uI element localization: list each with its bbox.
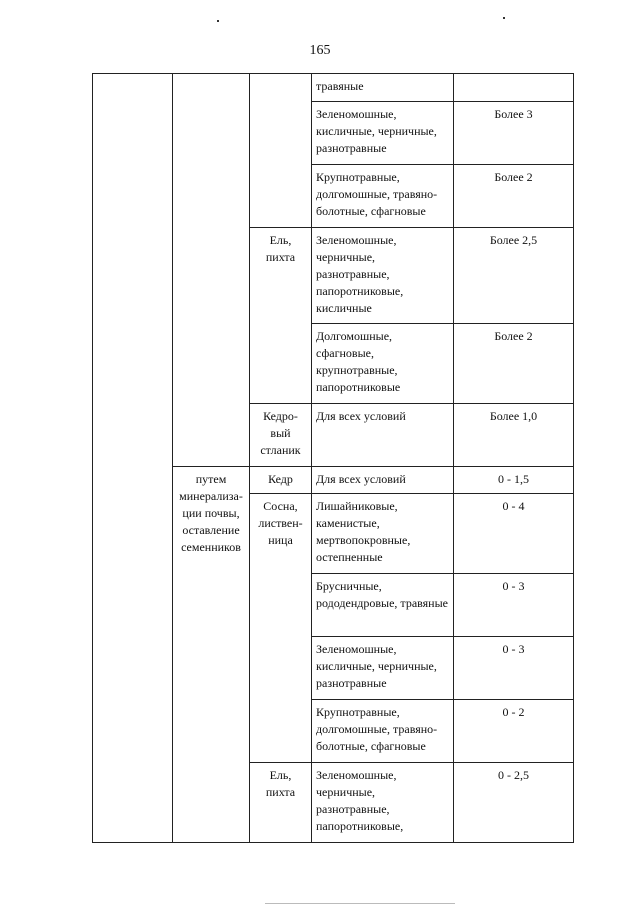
- regeneration-table: [92, 73, 574, 843]
- species-cell: Кедро-вый стланик: [250, 404, 312, 467]
- column-1-cell: [93, 74, 173, 843]
- value-cell: 0 - 1,5: [454, 467, 574, 494]
- value-cell: 0 - 3: [454, 574, 574, 637]
- value-cell: 0 - 2: [454, 700, 574, 763]
- value-cell: 0 - 3: [454, 637, 574, 700]
- value-cell: Более 2: [454, 165, 574, 228]
- species-cell: Сосна, листвен-ница: [250, 494, 312, 763]
- table-row: [93, 74, 574, 102]
- value-cell: Более 2: [454, 324, 574, 404]
- value-cell: [454, 74, 574, 102]
- condition-cell: Для всех условий: [312, 467, 454, 494]
- species-cell: Ель, пихта: [250, 228, 312, 404]
- condition-cell: Крупнотравные, долгомошные, травяно-болотные, сфагновые: [312, 700, 454, 763]
- condition-cell: Зеленомошные, черничные, разнотравные, папоротниковые,: [312, 763, 454, 843]
- species-cell-empty: [250, 74, 312, 228]
- condition-cell: Зеленомошные, кисличные, черничные, разнотравные: [312, 102, 454, 165]
- scan-mark-left: [217, 20, 219, 22]
- condition-cell: Лишайниковые, каменистые, мертвопокровные, остепненные: [312, 494, 454, 574]
- scan-artifact: [265, 903, 455, 904]
- condition-cell: Крупнотравные, долгомошные, травяно-болотные, сфагновые: [312, 165, 454, 228]
- condition-cell: Зеленомошные, черничные, разнотравные, папоротниковые, кисличные: [312, 228, 454, 324]
- condition-cell: травяные: [312, 74, 454, 102]
- species-cell: Кедр: [250, 467, 312, 494]
- condition-cell: Брусничные, рододендровые, травяные: [312, 574, 454, 637]
- condition-cell: Зеленомошные, кисличные, черничные, разнотравные: [312, 637, 454, 700]
- page-number: 165: [309, 43, 331, 58]
- condition-cell: Долгомошные, сфагновые, крупнотравные, папоротниковые: [312, 324, 454, 404]
- method-cell-empty: [173, 74, 250, 467]
- scan-mark-right: [503, 17, 505, 19]
- value-cell: Более 2,5: [454, 228, 574, 324]
- method-cell: путем минерализа-ции почвы, оставление семенников: [173, 467, 250, 843]
- value-cell: Более 1,0: [454, 404, 574, 467]
- condition-cell: Для всех условий: [312, 404, 454, 467]
- species-cell: Ель, пихта: [250, 763, 312, 843]
- value-cell: Более 3: [454, 102, 574, 165]
- value-cell: 0 - 4: [454, 494, 574, 574]
- value-cell: 0 - 2,5: [454, 763, 574, 843]
